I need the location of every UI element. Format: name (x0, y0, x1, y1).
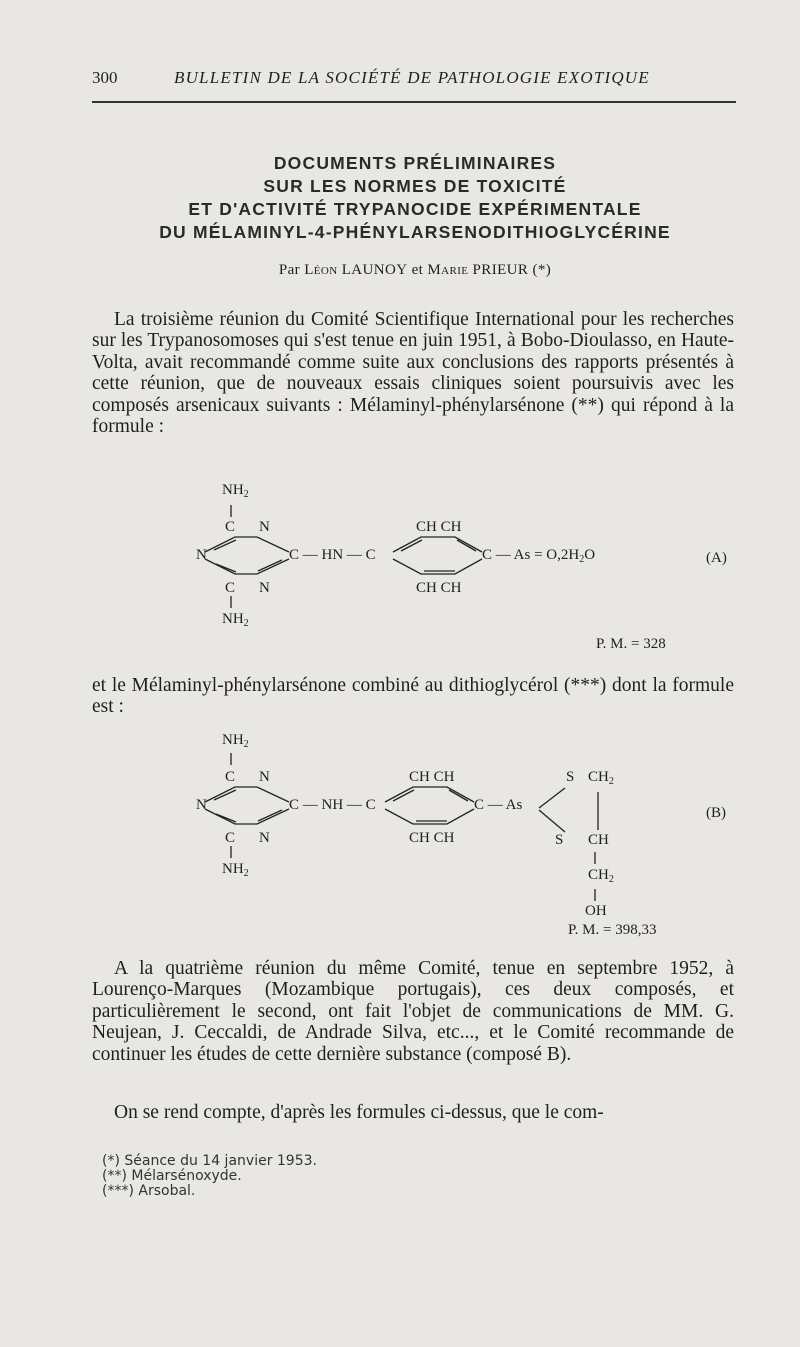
arsenic-group: C — $As = O,2H_2O$ (482, 547, 596, 565)
ring-atom: N (196, 797, 207, 813)
article-title (90, 152, 740, 244)
amino-group: $NH_2$ (222, 861, 249, 879)
ring-atom: C (225, 830, 236, 846)
thio-atom: S (566, 769, 575, 785)
author-footnote-mark: (*) (532, 262, 552, 278)
molecular-weight: P. M. = 328 (596, 636, 666, 652)
ring-atom: C (225, 769, 236, 785)
benzene-ch: CH CH (416, 519, 462, 535)
ring-ch: CH (588, 832, 609, 848)
methylene-group: $CH_2$ (588, 867, 614, 885)
author-conjunction: et (411, 262, 424, 278)
page-number: 300 (92, 68, 118, 87)
title-line: DU MÉLAMINYL-4-PHÉNYLARSENODITHIOGLYCÉRINE (159, 222, 671, 242)
author-line (90, 262, 740, 279)
footnotes (102, 1154, 702, 1199)
benzene-ch: CH CH (409, 830, 455, 846)
hydroxyl-group: OH (585, 903, 607, 919)
footnote: (**) Mélarsénoxyde. (102, 1168, 242, 1184)
body-paragraph (92, 958, 734, 1065)
thio-atom: S (555, 832, 564, 848)
paragraph-text: A la quatrième réunion du même Comité, tenue en septembre 1952, à Lourenço-Marques (Mozambique portugais), ces deux composés, et particulièrement le second, ont fait l'objet de communications de MM. G. Neujean, J. Ceccaldi, de Andrade Silva, etc..., et le Comité recommande de continuer les études de cette dernière substance (composé B). (92, 958, 734, 1065)
ring-atom: N (196, 547, 207, 563)
ring-atom: N (259, 580, 270, 596)
amino-group: $NH_2$ (222, 732, 249, 750)
methylene-group: $CH_2$ (588, 769, 614, 787)
body-paragraph (92, 309, 734, 437)
title-line: SUR LES NORMES DE TOXICITÉ (263, 176, 567, 196)
body-paragraph (92, 675, 734, 718)
formula-b-bonds (0, 730, 800, 945)
arsenic-group: C — As (474, 797, 523, 813)
linkage-group: C — HN — C (289, 547, 376, 563)
footnote: (***) Arsobal. (102, 1183, 196, 1199)
formula-a-bonds (0, 480, 800, 660)
formula-a (0, 480, 800, 660)
ring-atom: N (259, 519, 270, 535)
author-name: Marie PRIEUR (427, 262, 529, 278)
benzene-ch: CH CH (409, 769, 455, 785)
body-paragraph (92, 1102, 734, 1123)
author-prefix: Par (278, 262, 301, 278)
linkage-group: C — NH — C (289, 797, 376, 813)
title-line: ET D'ACTIVITÉ TRYPANOCIDE EXPÉRIMENTALE (188, 199, 642, 219)
author-name: Léon LAUNOY (304, 262, 408, 278)
journal-title: BULLETIN DE LA SOCIÉTÉ DE PATHOLOGIE EXOTIQUE (174, 68, 650, 87)
formula-b (0, 730, 800, 945)
paragraph-text: On se rend compte, d'après les formules ci-dessus, que le com- (114, 1102, 604, 1123)
paragraph-text: et le Mélaminyl-phénylarsénone combiné au dithioglycérol (***) dont la formule est : (92, 675, 734, 718)
paragraph-text: La troisième réunion du Comité Scientifique International pour les recherches sur les Trypanosomoses qui s'est tenue en juin 1951, à Bobo-Dioulasso, en Haute-Volta, avait recommandé comme suite aux conclusions des rapports présentés à cette réunion, que de nouveaux essais cliniques soient poursuivis avec les composés arsenicaux suivants : Mélaminyl-phénylarsénone (**) qui répond à la formule : (92, 309, 734, 438)
benzene-ch: CH CH (416, 580, 462, 596)
amino-group: $NH_2$ (222, 611, 249, 629)
ring-atom: C (225, 519, 236, 535)
formula-label: (A) (706, 550, 727, 566)
header-rule (92, 101, 736, 103)
amino-group: $NH_2$ (222, 482, 249, 500)
title-line: DOCUMENTS PRÉLIMINAIRES (273, 153, 557, 173)
footnote: (*) Séance du 14 janvier 1953. (102, 1153, 317, 1169)
molecular-weight: P. M. = 398,33 (568, 922, 657, 938)
ring-atom: C (225, 580, 236, 596)
ring-atom: N (259, 769, 270, 785)
ring-atom: N (259, 830, 270, 846)
formula-label: (B) (706, 805, 726, 821)
page-header (92, 64, 736, 94)
